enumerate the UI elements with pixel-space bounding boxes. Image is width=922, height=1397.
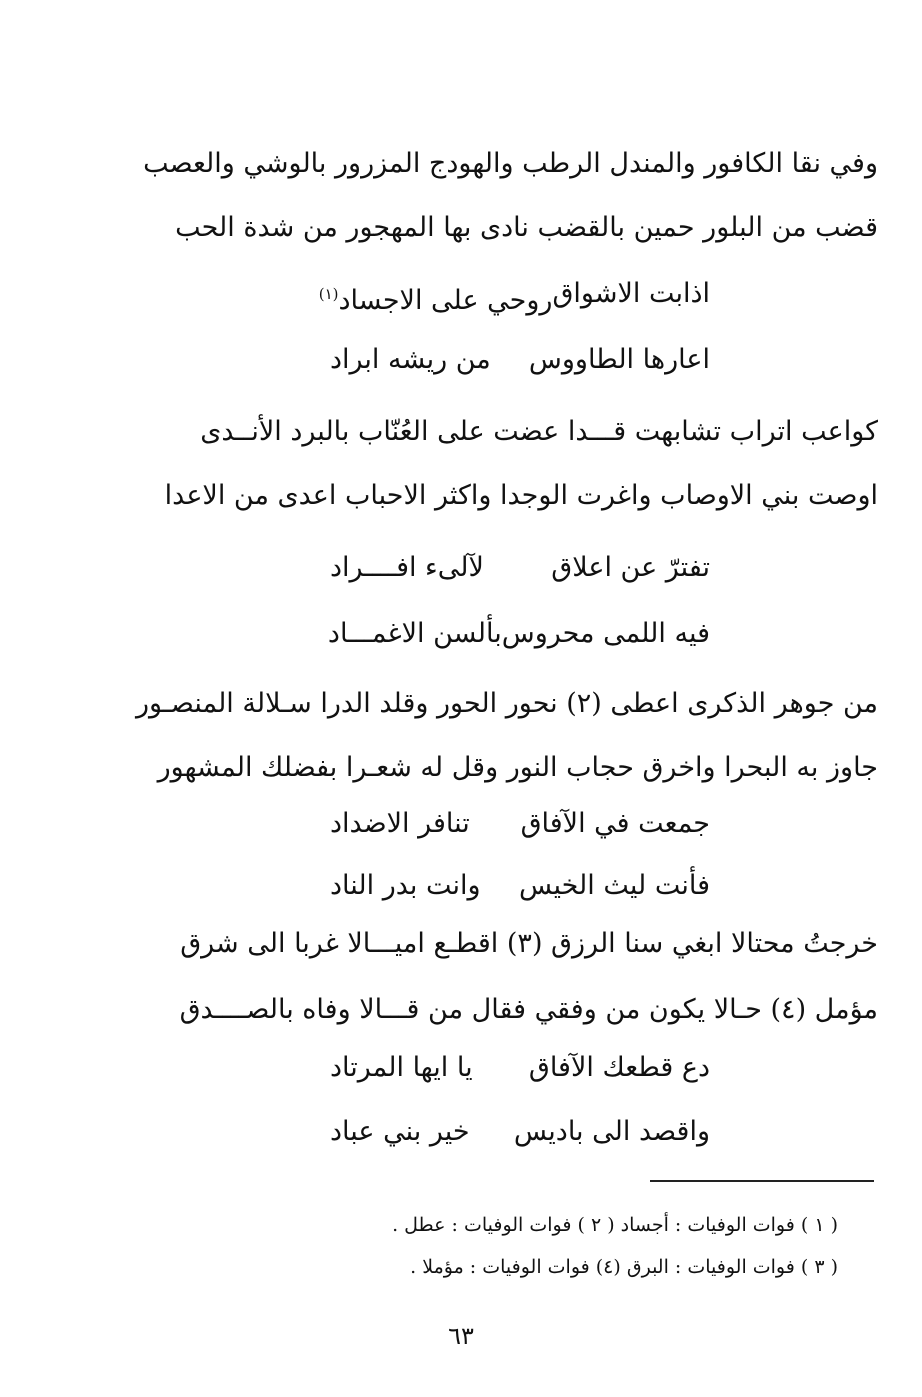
couplet-second-half: يا ايها المرتاد: [330, 1052, 473, 1083]
couplet: [330, 1040, 710, 1096]
footnote-line: ( ٣ ) فوات الوفيات : البرق (٤) فوات الوفيات : مؤملا .: [410, 1256, 838, 1278]
footnote-line: ( ١ ) فوات الوفيات : أجساد ( ٢ ) فوات الوفيات : عطل .: [392, 1214, 838, 1236]
verse-line: مؤمل (٤) حـالا يكون من وفقي فقال من قـــالا وفاه بالصــــدق: [179, 994, 878, 1025]
couplet-second-half: من ريشه ابراد: [330, 344, 491, 375]
couplet-first-half: فيه اللمى محروس: [501, 618, 710, 649]
couplet: [318, 266, 710, 322]
verse-line: قضب من البلور حمين بالقضب نادى بها المهجور من شدة الحب: [175, 212, 878, 243]
verse-line: اوصت بني الاوصاب واغرت الوجدا واكثر الاحباب اعدى من الاعدا: [164, 480, 878, 511]
couplet: [330, 796, 710, 852]
couplet: [330, 540, 710, 596]
couplet-first-half: تفترّ عن اعلاق: [551, 552, 710, 583]
couplet: [330, 332, 710, 388]
couplet-first-half: فأنت ليث الخيس: [519, 870, 710, 901]
verse-line: كواعب اتراب تشابهت قـــدا عضت على العُنّاب بالبرد الأنــدى: [200, 416, 878, 447]
couplet-second-half: لآلىء افــــراد: [330, 552, 484, 583]
couplet: [330, 858, 710, 914]
couplet-first-half: واقصد الى باديس: [513, 1116, 710, 1147]
verse-line: خرجتُ محتالا ابغي سنا الرزق (٣) اقطـع اميـــالا غربا الى شرق: [180, 928, 878, 959]
footnote-separator: [650, 1180, 874, 1182]
page-number: ٦٣: [448, 1322, 474, 1350]
couplet-second-half: وانت بدر الناد: [330, 870, 481, 901]
footnote-marker: (١): [318, 285, 339, 303]
couplet-first-half: جمعت في الآفاق: [520, 808, 710, 839]
couplet-second-half: تنافر الاضداد: [330, 808, 470, 839]
couplet: [330, 1104, 710, 1160]
couplet-first-half: دع قطعك الآفاق: [528, 1052, 710, 1083]
couplet-first-half: اعارها الطاووس: [528, 344, 710, 375]
couplet-first-half: اذابت الاشواق: [552, 278, 710, 309]
couplet: [327, 606, 710, 662]
verse-line: وفي نقا الكافور والمندل الرطب والهودج المزرور بالوشي والعصب: [143, 148, 878, 179]
couplet-second-half: خير بني عباد: [330, 1116, 470, 1147]
verse-line: من جوهر الذكرى اعطى (٢) نحور الحور وقلد الدرا سـلالة المنصـور: [136, 688, 878, 719]
couplet-second-half: بألسن الاغمـــاد: [327, 618, 502, 649]
verse-line: جاوز به البحرا واخرق حجاب النور وقل له شعـرا بفضلك المشهور: [157, 752, 878, 783]
couplet-second-half: روحي على الاجساد$^{(١)}$: [318, 285, 553, 316]
